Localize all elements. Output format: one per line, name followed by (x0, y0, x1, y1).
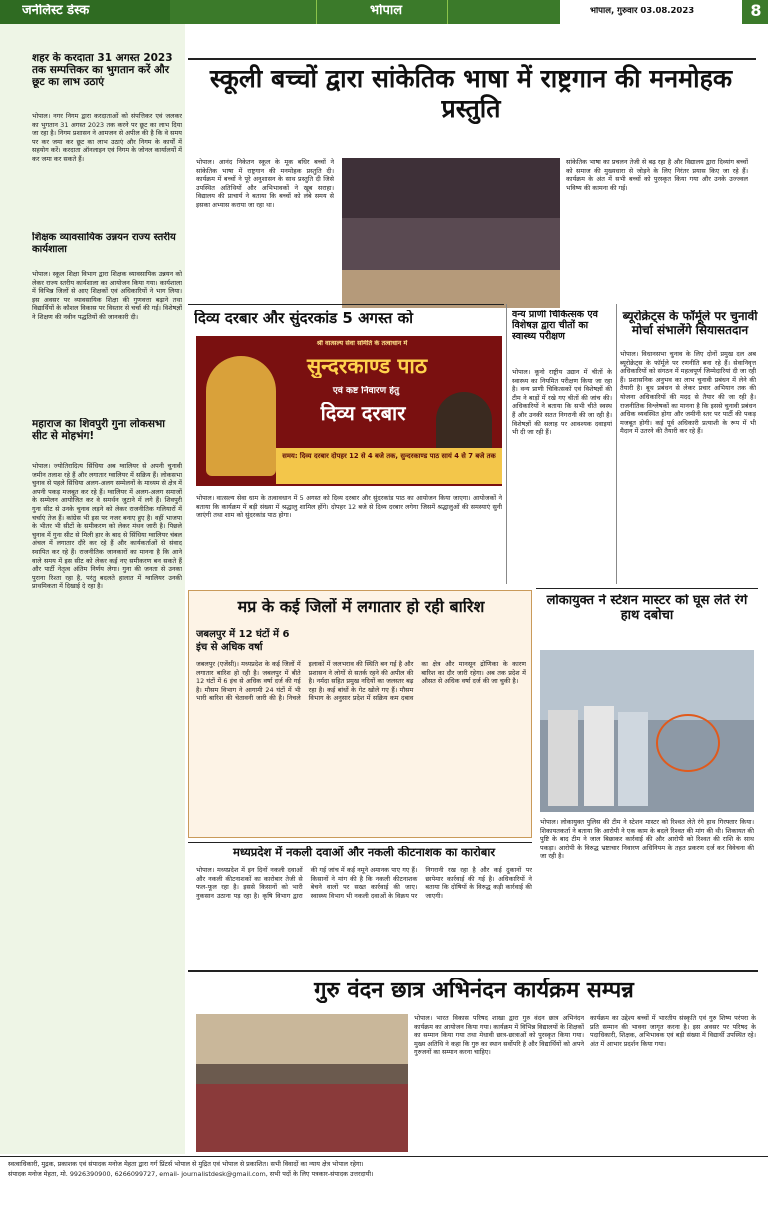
officer-figure-2 (584, 706, 614, 806)
fakedrugs-body: भोपाल। मध्यप्रदेश में इन दिनों नकली दवाओं और नकली कीटनाशकों का कारोबार तेजी से फल-फूल रहा है। इससे किसानों को भारी नुकसान उठाना पड़ रहा है। कृषि विभाग द्वारा की गई जांच में कई नमूने अमानक पाए गए हैं। किसानों ने मांग की है कि नकली कीटनाशक बेचने वालों पर सख्त कार्रवाई की जाए। स्वास्थ्य विभाग भी नकली दवाओं के विक्रय पर निगरानी रख रहा है और कई दुकानों पर छापेमार कार्रवाई की गई है। अधिकारियों ने बताया कि दोषियों के विरुद्ध कड़ी कार्रवाई की जाएगी। (196, 866, 532, 900)
lead-body-right: सांकेतिक भाषा का प्रचलन तेजी से बढ़ रहा है और विद्यालय द्वारा दिव्यांग बच्चों को समाज की मुख्यधारा से जोड़ने के लिए निरंतर प्रयास किए जा रहे हैं। कार्यक्रम के अंत में सभी बच्चों को पुरस्कृत किया गया और उनके उज्ज्वल भविष्य की कामना की गई। (566, 158, 748, 192)
accused-highlight-circle (656, 714, 720, 772)
lokayukt-headline: लोकायुक्त ने स्टेशन मास्टर को घूस लेते रंगे हाथ दबोचा (546, 594, 748, 623)
lead-body-left: भोपाल। आनंद निकेतन स्कूल के मूक बधिर बच्चों ने सांकेतिक भाषा में राष्ट्रगान की मनमोहक प्रस्तुति दी। कार्यक्रम में बच्चों ने पूरे अनुशासन के साथ प्रस्तुति दी जिसे उपस्थित अतिथियों और अभिभावकों ने खूब सराहा। विद्यालय की प्राचार्य ने बताया कि बच्चों को लंबे समय से इसका अभ्यास कराया जा रहा था। (196, 158, 334, 209)
lokayukt-photo (540, 650, 754, 812)
rain-body: जबलपुर (एजेंसी)। मध्यप्रदेश के कई जिलों में लगातार बारिश हो रही है। जबलपुर में बीते 12 घंटों में 6 इंच से अधिक वर्षा दर्ज की गई है। मौसम विभाग ने आगामी 24 घंटों में भी भारी बारिश की चेतावनी जारी की है। निचले इलाकों में जलभराव की स्थिति बन गई है और प्रशासन ने लोगों से सतर्क रहने की अपील की है। नर्मदा सहित प्रमुख नदियों का जलस्तर बढ़ रहा है। कई बांधों के गेट खोले गए हैं। मौसम विभाग के अनुसार प्रदेश में सक्रिय कम दबाव का क्षेत्र और मानसून द्रोणिका के कारण बारिश का दौर जारी रहेगा। अब तक प्रदेश में औसत से अधिक वर्षा दर्ज की जा चुकी है। (196, 660, 526, 703)
left-story-1-headline: शहर के करदाता 31 अगस्त 2023 तक सम्पत्तिकर का भुगतान करें और छूट का लाभ उठाएं (32, 52, 173, 89)
classroom-wall (196, 1014, 408, 1064)
left-story-1-body: भोपाल। नगर निगम द्वारा करदाताओं को संपत्तिकर एवं जलकर का भुगतान 31 अगस्त 2023 तक करने पर छूट का लाभ दिया जा रहा है। निगम प्रशासन ने आमजन से अपील की है कि वे समय पर कर जमा कर छूट का लाभ उठाएं और निगम के कार्यों में सहयोग करें। करदाता ऑनलाइन एवं निगम के जोनल कार्यालयों में कर जमा कर सकते हैं। (32, 112, 182, 163)
guru-body-right: कार्यक्रम का उद्देश्य बच्चों में भारतीय संस्कृति एवं गुरु शिष्य परंपरा के प्रति सम्मान की भावना जागृत करना है। इस अवसर पर परिषद के पदाधिकारी, शिक्षक, अभिभावक एवं बड़ी संख्या में विद्यार्थी उपस्थित रहे। अंत में आभार प्रदर्शन किया गया। (590, 1014, 756, 1048)
poster-org-line: श्री वात्सल्य सेवा समिति के तत्वाधान में (316, 340, 408, 347)
rain-headline: मप्र के कई जिलों में लगातार हो रही बारिश (237, 598, 485, 616)
vet-body: भोपाल। कूनो राष्ट्रीय उद्यान में चीतों के स्वास्थ्य का नियमित परीक्षण किया जा रहा है। वन्य प्राणी चिकित्सकों एवं विशेषज्ञों की टीम ने बाड़ों में रखे गए चीतों की जांच की। अधिकारियों ने बताया कि सभी चीते स्वस्थ हैं और उनकी सतत निगरानी की जा रही है। विशेषज्ञों की सलाह पर आवश्यक दवाइयां भी दी जा रही हैं। (512, 368, 612, 437)
poster-time-text: समय: दिव्य दरबार दोपहर 12 से 4 बजे तक, सुन्दरकाण्ड पाठ सायं 4 से 7 बजे तक (282, 452, 496, 460)
poster-left-figure (206, 356, 276, 476)
fakedrugs-headline: मध्यप्रदेश में नकली दवाओं और नकली कीटनाशक का कारोबार (232, 846, 496, 859)
lokayukt-top-rule (536, 588, 758, 589)
poster-subtitle: एवं कष्ट निवारण हेतु (332, 386, 400, 396)
section-left-title: जर्नलिस्ट डेस्क (22, 4, 90, 18)
bureaucrats-divider-left (616, 304, 617, 584)
lead-top-rule (188, 58, 756, 60)
left-story-3-headline: महाराज का शिवपुरी गुना लोकसभा सीट से मोहभंग! (32, 418, 166, 443)
guru-photo (196, 1014, 408, 1152)
students-row (196, 1084, 408, 1152)
poster-title: सुन्दरकाण्ड पाठ (306, 354, 428, 378)
bureaucrats-body: भोपाल। विधानसभा चुनाव के लिए दोनों प्रमुख दल अब ब्यूरोक्रेट्स के फॉर्मूले पर रणनीति बना रहे हैं। सेवानिवृत्त अधिकारियों को संगठन में महत्वपूर्ण जिम्मेदारियां दी जा रही हैं। प्रशासनिक अनुभव का लाभ चुनावी प्रबंधन में लेने की तैयारी है। बूथ प्रबंधन से लेकर प्रचार अभियान तक की योजना अधिकारियों की मदद से तैयार की जा रही है। राजनीतिक विश्लेषकों का मानना है कि इससे चुनावी प्रबंधन अधिक व्यवस्थित होगा और जमीनी स्तर पर पार्टी की पकड़ मजबूत होगी। कई पूर्व अधिकारी प्रत्याशी के रूप में भी मैदान में उतरने की तैयारी कर रहे हैं। (620, 350, 756, 436)
vet-headline: वन्य प्राणी चिकित्सक एवं विशेषज्ञ द्वारा चीतों का स्वास्थ्य परीक्षण (512, 310, 598, 342)
footer-imprint: स्वत्वाधिकारी, मुद्रक, प्रकाशक एवं संपादक मनोज मेहता द्वारा गर्ग प्रिंटर्स भोपाल से मुद्रित एवं भोपाल से प्रकाशित। सभी विवादों का न्याय क्षेत्र भोपाल रहेगा। (8, 1160, 364, 1168)
vet-divider-left (506, 304, 507, 584)
stage-floor (342, 270, 560, 308)
darbar-headline: दिव्य दरबार और सुंदरकांड 5 अगस्त को (194, 310, 413, 327)
darbar-body: भोपाल। वात्सल्य सेवा धाम के तत्वावधान में 5 अगस्त को दिव्य दरबार और सुंदरकांड पाठ का आयोजन किया जाएगा। आयोजकों ने बताया कि कार्यक्रम में बड़ी संख्या में श्रद्धालु शामिल होंगे। दोपहर 12 बजे से दिव्य दरबार लगेगा जिसमें श्रद्धालुओं की समस्याएं सुनी जाएंगी तथा शाम को सुंदरकांड पाठ होगा। (196, 494, 502, 520)
footer-contact: संपादक मनोज मेहता, मो. 9926390900, 6266099727, email- journalistdesk@gmail.com, सभी पदों के लिए पत्रकार-संपादक उत्तरदायी। (8, 1170, 374, 1178)
left-story-3-body: भोपाल। ज्योतिरादित्य सिंधिया अब ग्वालियर से अपनी चुनावी जमीन तलाश रहे हैं और लगातार ग्वालियर में सक्रिय हैं। लोकसभा चुनाव से पहले सिंधिया अलग-अलग सम्मेलनों के माध्यम से क्षेत्र में अपनी पकड़ मजबूत कर रहे हैं। ग्वालियर में अलग-अलग समाजों के सम्मेलन आयोजित कर वे समर्थन जुटाने में लगे हैं। शिवपुरी गुना सीट से उनके चुनाव लड़ने को लेकर राजनीतिक गलियारों में चर्चाएं तेज हैं। कांग्रेस भी इस पर नजर बनाए हुए है। वहीं भाजपा के भीतर भी सीटों के समीकरण को लेकर मंथन जारी है। पिछले चुनाव में गुना सीट से मिली हार के बाद से सिंधिया ग्वालियर चंबल अंचल में लगातार दौरे कर रहे हैं और कार्यकर्ताओं से संवाद स्थापित कर रहे हैं। राजनीतिक जानकारों का मानना है कि आने वाले समय में इस सीट को लेकर कई नए समीकरण बन सकते हैं और पार्टी नेतृत्व अंतिम निर्णय लेगा। गुना की जनता से उनका पुराना रिश्ता रहा है, परंतु बदलते हालात में ग्वालियर उनकी प्राथमिकता में दिखाई दे रहा है। (32, 462, 182, 591)
lead-headline: स्कूली बच्चों द्वारा सांकेतिक भाषा में राष्ट्रगान की मनमोहक प्रस्तुति (209, 64, 733, 123)
bureaucrats-headline: ब्यूरोक्रेट्स के फॉर्मूले पर चुनावी मोर्चा संभालेंगे सियासतदान (622, 310, 758, 337)
guru-body-left: भोपाल। भारत विकास परिषद शाखा द्वारा गुरु वंदन छात्र अभिनंदन कार्यक्रम का आयोजन किया गया। कार्यक्रम में विभिन्न विद्यालयों के शिक्षकों का सम्मान किया गया तथा मेधावी छात्र-छात्राओं को पुरस्कृत किया गया। मुख्य अतिथि ने कहा कि गुरु का स्थान सर्वोपरि है और विद्यार्थियों को अपने गुरुजनों का सम्मान करना चाहिए। (414, 1014, 584, 1057)
lead-photo-students (342, 158, 560, 308)
left-story-2-headline: शिक्षक व्यावसायिक उन्नयन राज्य स्तरीय कार्यशाला (32, 232, 176, 255)
stage-backdrop (342, 158, 560, 218)
poster-divya-darbar: दिव्य दरबार (320, 402, 406, 425)
fakedrugs-top-rule (188, 842, 532, 843)
footer-rule (0, 1156, 768, 1157)
masthead-band (0, 0, 768, 24)
left-story-2-body: भोपाल। स्कूल शिक्षा विभाग द्वारा शिक्षक व्यावसायिक उन्नयन को लेकर राज्य स्तरीय कार्यशाला का आयोजन किया गया। कार्यशाला में विभिन्न जिलों से आए शिक्षकों एवं अधिकारियों ने भाग लिया। इस अवसर पर व्यावसायिक शिक्षा की गुणवत्ता बढ़ाने तथा विद्यार्थियों के कौशल विकास पर विस्तार से चर्चा की गई। विशेषज्ञों ने शिक्षण की नवीन पद्धतियों की जानकारी दी। (32, 270, 182, 321)
officer-figure-3 (618, 712, 648, 806)
guru-top-rule (188, 970, 758, 972)
officer-figure-1 (548, 710, 578, 806)
section-center-title: भोपाल (369, 4, 403, 18)
darbar-top-rule (188, 304, 504, 305)
lokayukt-body: भोपाल। लोकायुक्त पुलिस की टीम ने स्टेशन मास्टर को रिश्वत लेते रंगे हाथ गिरफ्तार किया। शिकायतकर्ता ने बताया कि आरोपी ने एक काम के बदले रिश्वत की मांग की थी। शिकायत की पुष्टि के बाद टीम ने जाल बिछाकर कार्रवाई की और आरोपी को रिश्वत की राशि के साथ पकड़ा। आरोपी के विरुद्ध भ्रष्टाचार निवारण अधिनियम के तहत प्रकरण दर्ज कर विवेचना की जा रही है। (540, 818, 754, 861)
guru-headline: गुरु वंदन छात्र अभिनंदन कार्यक्रम सम्पन्न (314, 978, 634, 1003)
rain-subheadline: जबलपुर में 12 घंटों में 6 इंच से अधिक वर्षा (196, 629, 290, 653)
page-number: 8 (750, 2, 762, 20)
darbar-poster (196, 336, 502, 486)
issue-date: भोपाल, गुरुवार 03.08.2023 (590, 7, 695, 16)
